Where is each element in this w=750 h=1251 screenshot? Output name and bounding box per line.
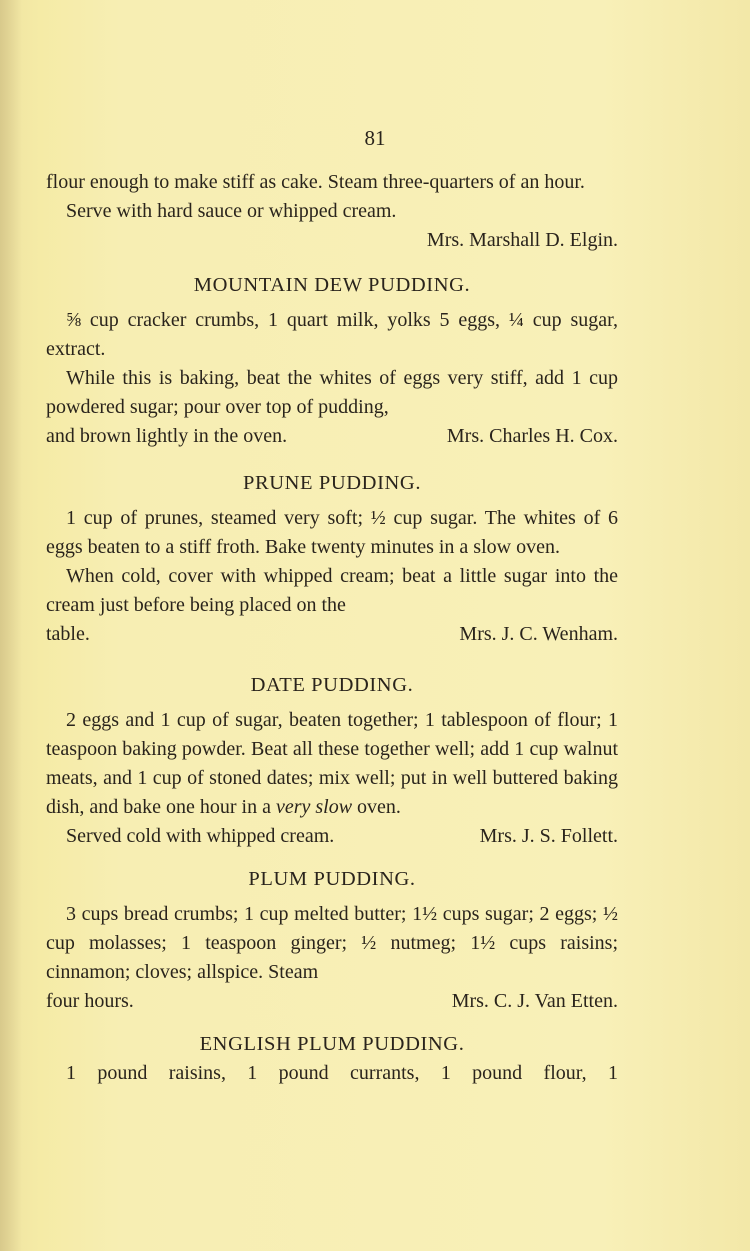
- plum-final-line: [46, 987, 618, 1016]
- date-signature: Mrs. J. S. Follett.: [479, 825, 618, 847]
- mountain-dew-instructions: While this is baking, beat the whites of eggs very stiff, add 1 cup powdered sugar; pour over top of pudding,: [46, 367, 618, 418]
- mountain-dew-signature: Mrs. Charles H. Cox.: [446, 425, 618, 447]
- continuation-signature: Mrs. Marshall D. Elgin.: [426, 229, 618, 251]
- plum-ingredients: 3 cups bread crumbs; 1 cup melted butter; 1½ cups sugar; 2 eggs; ½ cup molasses; 1 teaspoon ginger; ½ nutmeg; 1½ cups raisins; cinnamon; cloves; allspice. Steam: [46, 903, 618, 983]
- date-final-line: [46, 822, 618, 851]
- prune-final-line: [46, 620, 618, 649]
- continuation-serving-note: Serve with hard sauce or whipped cream.: [66, 200, 397, 222]
- plum-signature: Mrs. C. J. Van Etten.: [451, 990, 618, 1012]
- mountain-dew-ingredients: ⅝ cup cracker crumbs, 1 quart milk, yolks 5 eggs, ¼ cup sugar, extract.: [46, 309, 618, 360]
- page-text: [46, 168, 618, 1088]
- prune-signature: Mrs. J. C. Wenham.: [459, 623, 618, 645]
- page-number: 81: [364, 126, 386, 150]
- date-instructions: [46, 706, 618, 822]
- date-emphasis: very slow: [275, 796, 353, 818]
- prune-instructions-end: table.: [46, 623, 90, 645]
- english-plum-title: ENGLISH PLUM PUDDING.: [199, 1033, 465, 1055]
- prune-instructions: When cold, cover with whipped cream; beat a little sugar into the cream just before being placed on the: [46, 565, 618, 616]
- english-plum-ingredients: 1 pound raisins, 1 pound currants, 1 pound flour, 1: [66, 1062, 618, 1084]
- date-instructions-end: oven.: [357, 796, 401, 818]
- plum-instructions-end: four hours.: [46, 990, 134, 1012]
- prune-title: PRUNE PUDDING.: [242, 472, 422, 494]
- page-spine-shadow: [0, 0, 22, 1251]
- continuation-paragraph: flour enough to make stiff as cake. Steam three-quarters of an hour.: [46, 171, 585, 193]
- mountain-dew-final-line: [46, 422, 618, 451]
- plum-title: PLUM PUDDING.: [248, 868, 416, 890]
- mountain-dew-instructions-end: and brown lightly in the oven.: [46, 425, 288, 447]
- date-instructions-text: 2 eggs and 1 cup of sugar, beaten together; 1 tablespoon of flour; 1 teaspoon baking powder. Beat all these together well; add 1 cup walnut meats, and 1 cup of stoned dates; mix well; put in well buttered baking dish, and bake one hour in a: [46, 709, 618, 818]
- date-title: DATE PUDDING.: [250, 674, 414, 696]
- prune-ingredients: 1 cup of prunes, steamed very soft; ½ cup sugar. The whites of 6 eggs beaten to a stiff froth. Bake twenty minutes in a slow oven.: [46, 507, 618, 558]
- mountain-dew-title: MOUNTAIN DEW PUDDING.: [193, 274, 471, 296]
- date-serving-note: Served cold with whipped cream.: [66, 825, 335, 847]
